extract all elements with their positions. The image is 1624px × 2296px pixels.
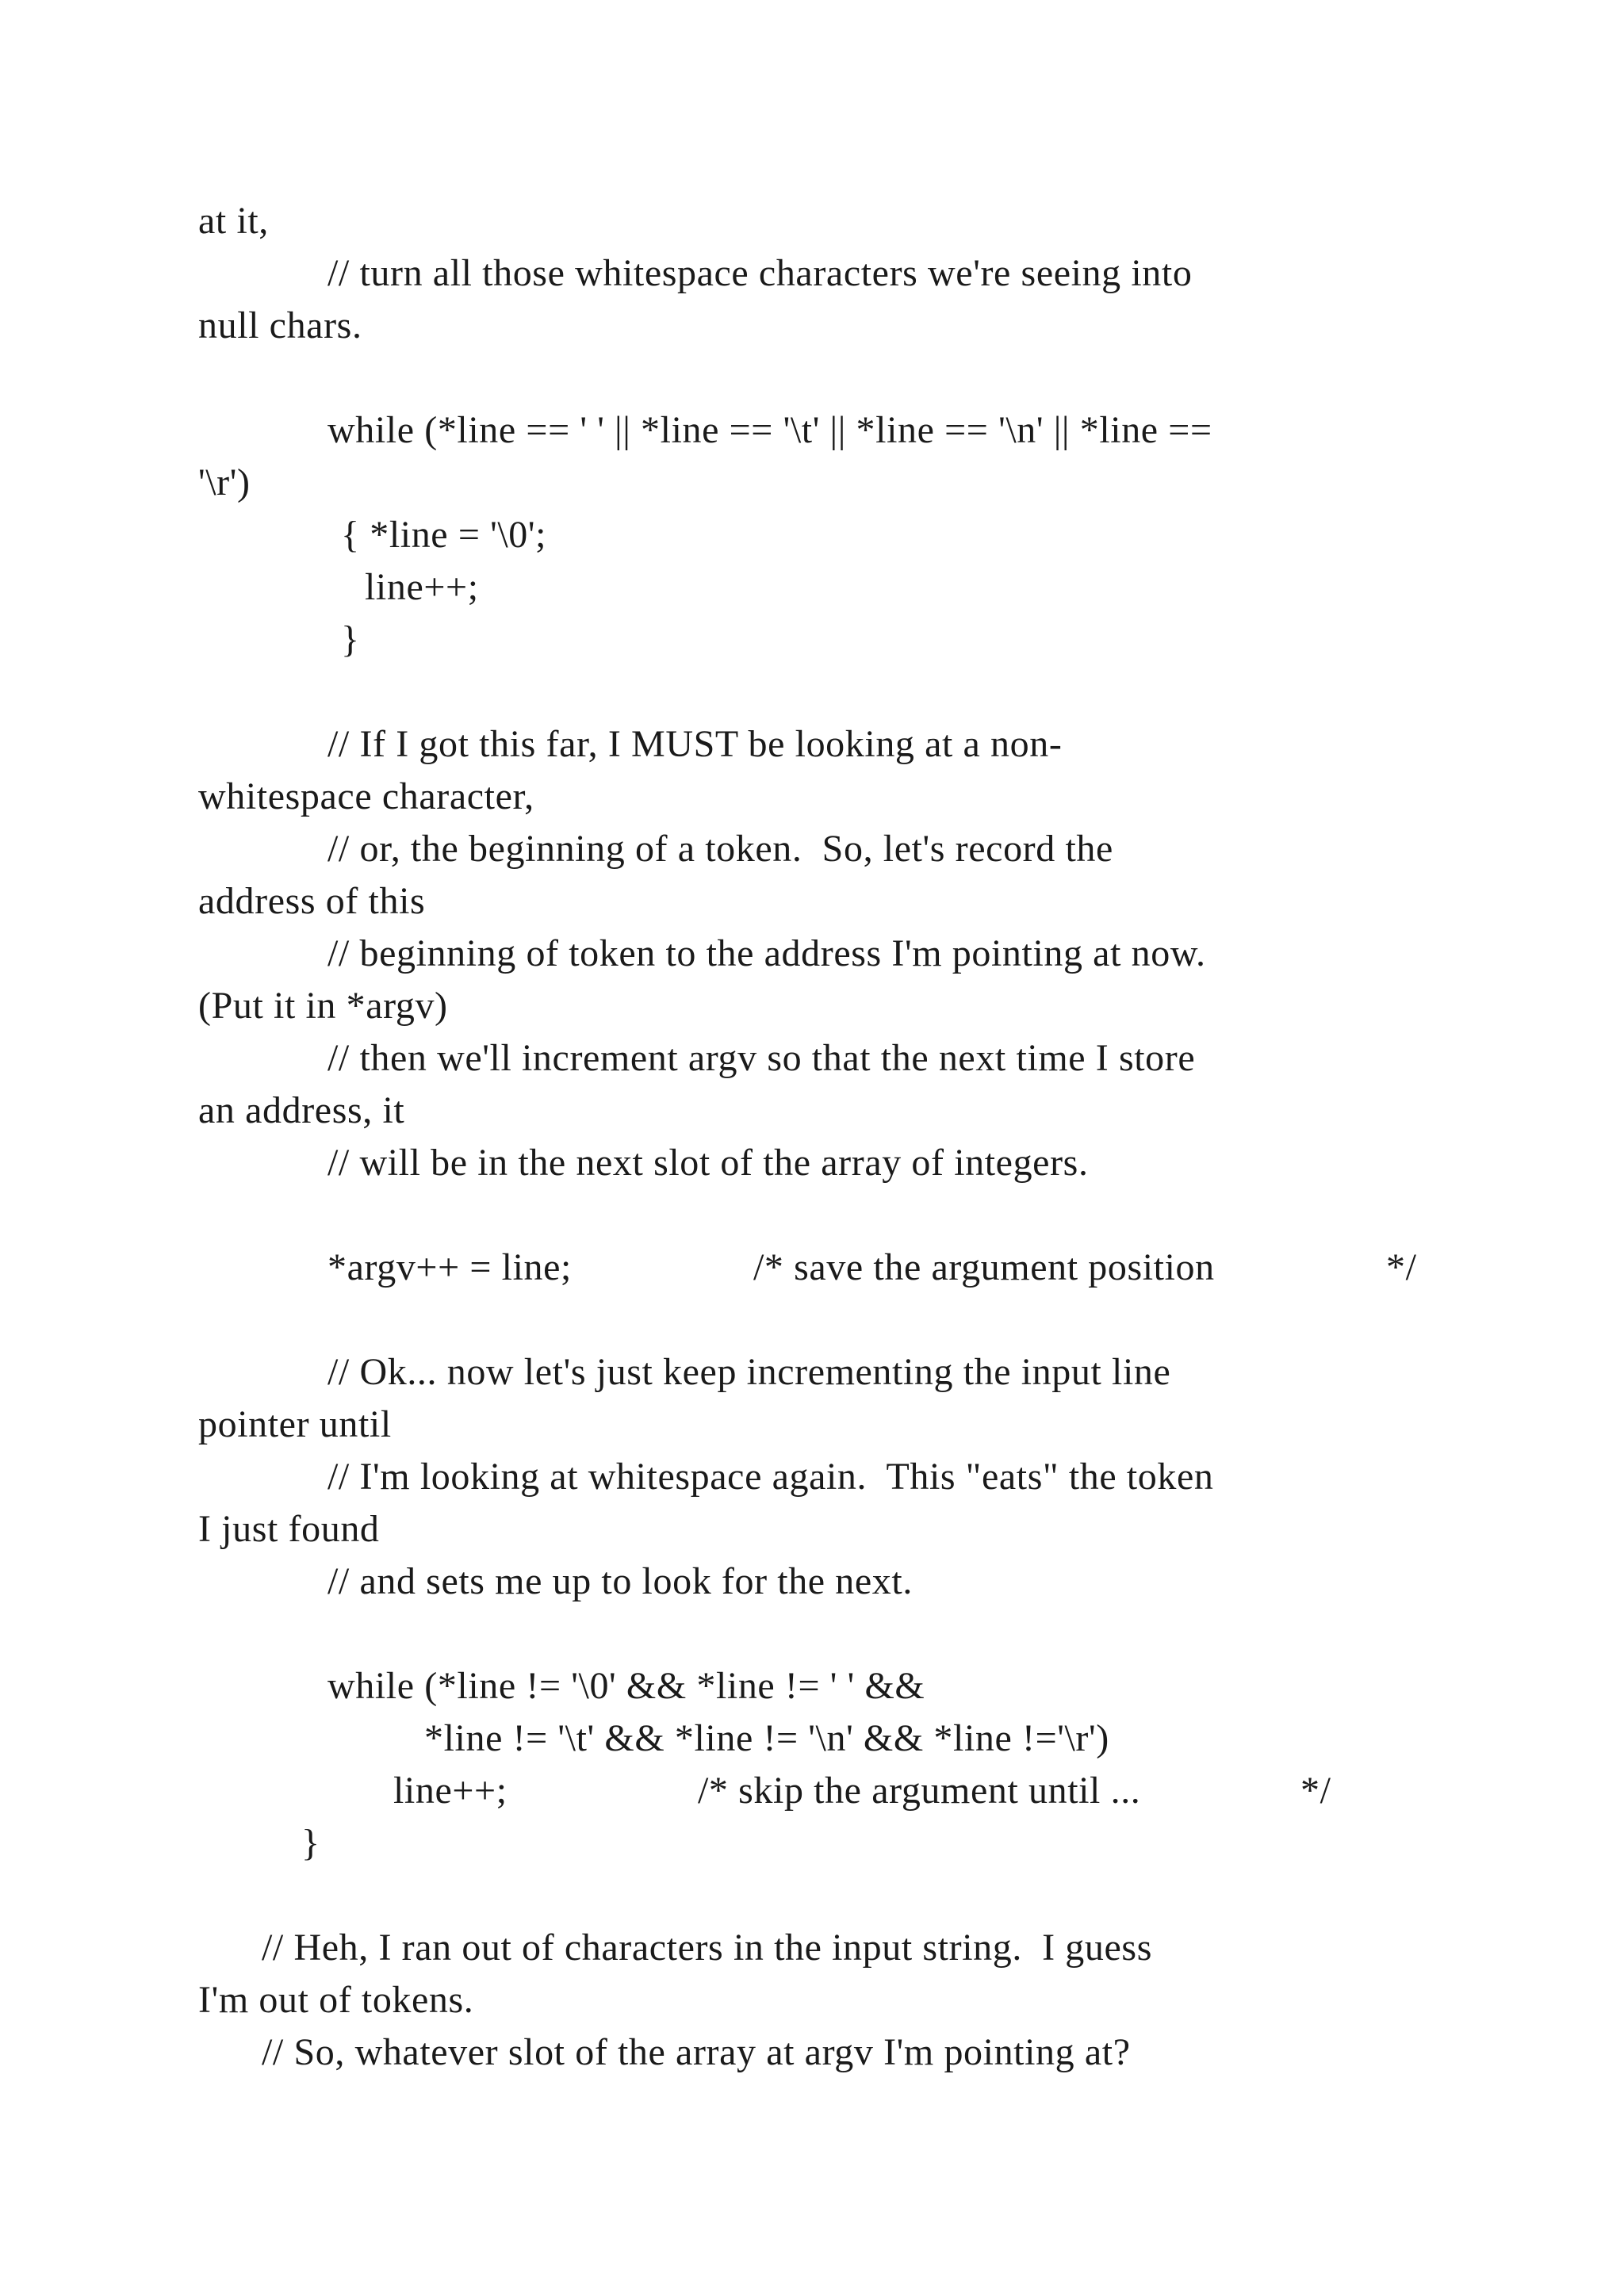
code-statement-line: { *line = '\0'; — [341, 514, 547, 556]
code-statement-line: line++; — [393, 1770, 508, 1812]
code-brace-line: } — [301, 1822, 320, 1864]
code-comment-line: // beginning of token to the address I'm pointing at now. — [327, 932, 1206, 974]
code-comment-line: // Heh, I ran out of characters in the input string. I guess — [262, 1927, 1152, 1969]
code-comment-line: an address, it — [198, 1089, 405, 1131]
code-comment-line: // So, whatever slot of the array at argv I'm pointing at? — [262, 2031, 1131, 2073]
code-comment-end: */ — [1300, 1770, 1331, 1812]
code-comment-line: // If I got this far, I MUST be looking at a non- — [327, 723, 1063, 765]
code-comment-line: // and sets me up to look for the next. — [327, 1560, 913, 1602]
code-comment-line: // turn all those whitespace characters we're seeing into — [327, 252, 1193, 294]
code-comment-line: (Put it in *argv) — [198, 985, 448, 1027]
code-comment-end: */ — [1386, 1246, 1417, 1288]
code-statement-line: '\r') — [198, 461, 251, 503]
code-comment-line: address of this — [198, 880, 426, 922]
code-comment-line: // or, the beginning of a token. So, let's record the — [327, 828, 1113, 870]
code-comment-line: // I'm looking at whitespace again. This "eats" the token — [327, 1456, 1214, 1498]
code-comment-line: // Ok... now let's just keep incrementing the input line — [327, 1351, 1171, 1393]
code-statement-line: while (*line == ' ' || *line == '\t' || *line == '\n' || *line == — [327, 409, 1212, 451]
code-comment-line: I just found — [198, 1508, 380, 1550]
code-comment-line: // will be in the next slot of the array of integers. — [327, 1142, 1089, 1184]
code-comment-line: I'm out of tokens. — [198, 1979, 474, 2021]
code-statement-line: *argv++ = line; — [327, 1246, 572, 1288]
code-inline-comment: /* skip the argument until ... — [698, 1770, 1141, 1812]
code-comment-line: pointer until — [198, 1403, 392, 1445]
code-statement-line: while (*line != '\0' && *line != ' ' && — [327, 1665, 925, 1707]
code-comment-line: // then we'll increment argv so that the next time I store — [327, 1037, 1196, 1079]
code-statement-line: *line != '\t' && *line != '\n' && *line !='\r') — [424, 1717, 1109, 1759]
code-brace-line: } — [341, 618, 360, 660]
code-comment-line: whitespace character, — [198, 775, 534, 817]
code-inline-comment: /* save the argument position — [753, 1246, 1215, 1288]
code-text-line: at it, — [198, 200, 269, 242]
code-statement-line: line++; — [365, 566, 479, 608]
code-comment-line: null chars. — [198, 304, 362, 346]
